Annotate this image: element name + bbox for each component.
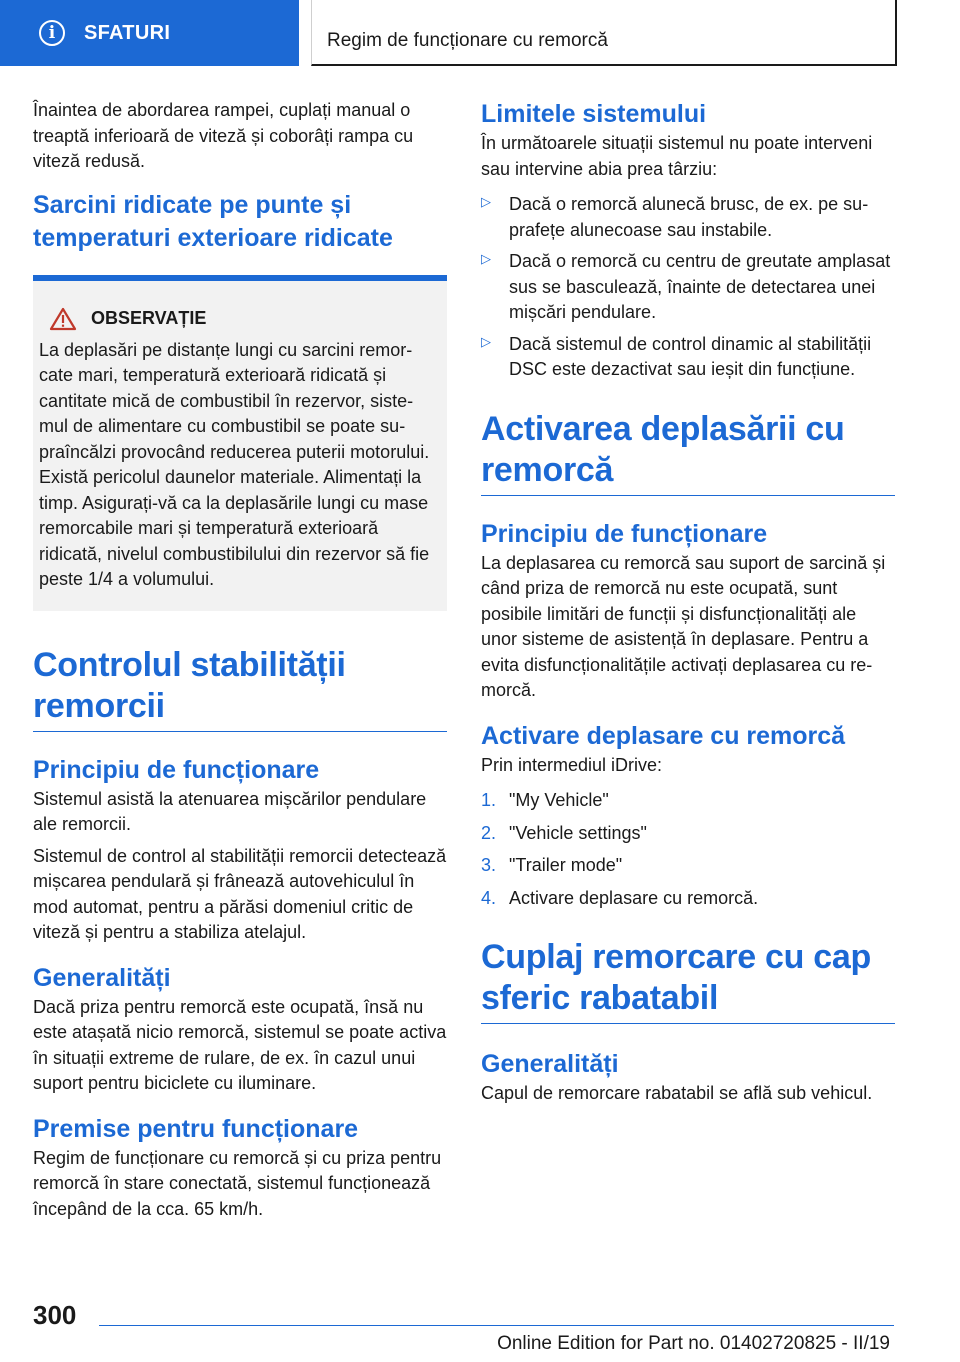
step-number: 2.	[481, 822, 497, 843]
bullet-text: Dacă o remorcă cu centru de greutate amplasat sus se basculează, înainte de detectarea unei mișcări pendulare.	[509, 251, 891, 322]
step-number: 1.	[481, 790, 497, 810]
paragraph-principiu-2: Sistemul de control al stabilității remorcii detectează mișcarea pendulară și frânează autovehiculul în mod automat, pentru a părăsi domeniul critic de viteză și pentru a stabiliza atelajul.	[33, 845, 447, 942]
list-item	[481, 249, 895, 326]
heading-control: Controlul stabilității remorcii	[33, 645, 346, 725]
list-item	[481, 192, 895, 243]
right-column	[481, 98, 895, 1113]
heading-generalitati-left: Generalități	[33, 963, 171, 992]
paragraph-premise: Regim de funcționare cu remorcă și cu priza pentru remorcă în stare conectată, sistemul funcționează începând de la cca. 65 km/h.	[33, 1147, 442, 1219]
step-number: 4.	[481, 887, 497, 908]
heading-cuplaj: Cuplaj remorcare cu cap sferic rabatabil	[481, 938, 871, 1017]
paragraph-principiu-right: La deplasarea cu remorcă sau suport de sarcină și când priza de remorcă nu este ocupată, sunt posibile limitări de funcții și disfuncționalități ale unor sisteme de asistență în deplasare. Pentru a evita disfuncționalitățile activați deplasarea cu remorcă.	[481, 552, 886, 700]
list-item	[481, 788, 895, 814]
header-section-label: SFATURI	[84, 21, 171, 44]
list-item	[481, 332, 895, 383]
footer-edition: Online Edition for Part no. 01402720825 - II/19	[497, 1333, 890, 1354]
bullet-marker-icon: ▷	[481, 194, 491, 209]
step-text: "Trailer mode"	[509, 855, 623, 875]
heading-activarea: Activarea deplasării cu remorcă	[481, 409, 845, 489]
step-text: "Vehicle settings"	[509, 822, 647, 843]
warning-header	[39, 307, 433, 331]
paragraph-principiu-1: Sistemul asistă la atenuarea mișcărilor pendulare ale remorcii.	[33, 788, 427, 834]
heading-control-wrap	[33, 645, 447, 732]
step-number: 3.	[481, 855, 497, 875]
heading-cuplaj-wrap	[481, 937, 895, 1024]
warning-title: OBSERVAȚIE	[91, 308, 207, 328]
step-text: Activare deplasare cu remorcă.	[509, 887, 759, 908]
bullet-text: Dacă o remorcă alunecă brusc, de ex. pe suprafețe alunecoase sau instabile.	[509, 194, 869, 240]
header-title: Regim de funcționare cu remorcă	[327, 30, 608, 51]
heading-activarea-wrap	[481, 409, 895, 496]
bullet-text: Dacă sistemul de control dinamic al stabilității DSC este dezactivat sau ieșit din funcțiune.	[509, 333, 872, 379]
paragraph-limite: În următoarele situații sistemul nu poate interveni sau intervine abia prea târziu:	[481, 133, 873, 179]
heading-sarcini: Sarcini ridicate pe punte și temperaturi exterioare ridicate	[33, 190, 393, 252]
warning-triangle-icon	[49, 307, 77, 331]
intro-paragraph: Înaintea de abordarea rampei, cuplați manual o treaptă inferioară de viteză și coborâți rampa cu viteză redusă.	[33, 100, 414, 171]
heading-principiu-right: Principiu de funcționare	[481, 519, 768, 548]
bullet-marker-icon: ▷	[481, 333, 491, 349]
paragraph-idrive: Prin intermediul iDrive:	[481, 754, 663, 775]
heading-generalitati-right: Generalități	[481, 1050, 619, 1078]
info-icon: i	[39, 20, 65, 46]
paragraph-generalitati: Dacă priza pentru remorcă este ocupată, însă nu este atașată nicio remorcă, sistemul se poate activa în situații extreme de rulare, de ex. în cazul unui suport pentru biciclete cu iluminare.	[33, 996, 447, 1093]
page-number: 300	[33, 1300, 77, 1330]
list-item	[481, 821, 895, 847]
heading-principiu-left: Principiu de funcționare	[33, 755, 320, 784]
footer-divider	[99, 1325, 894, 1326]
header-section-tab	[0, 0, 299, 66]
heading-premise: Premise pentru funcționare	[33, 1114, 359, 1143]
heading-limite: Limitele sistemului	[481, 100, 707, 128]
heading-activare: Activare deplasare cu remorcă	[481, 721, 846, 750]
warning-box	[33, 275, 447, 611]
header-title-box	[311, 0, 897, 66]
warning-text: La deplasări pe distanțe lungi cu sarcini remorcate mari, temperatură exterioară ridicată și cantitate mică de combustibil în rezervor, sistemul de alimentare cu combustibil se poate supraîncălzi provocând reducerea puterii motorului. Există pericolul daunelor materiale. Alimentați la timp. Asigurați-vă ca la deplasările lungi cu mase remorcabile mari și temperatură exterioară ridicată, nivelul combustibilului din rezervor să fie peste 1/4 a volumului.	[39, 339, 430, 589]
bullet-marker-icon: ▷	[481, 251, 491, 266]
step-text: "My Vehicle"	[509, 790, 609, 810]
paragraph-cuplaj: Capul de remorcare rabatabil se află sub vehicul.	[481, 1083, 873, 1103]
list-item	[481, 886, 895, 912]
left-column	[33, 98, 447, 1228]
list-item	[481, 853, 895, 879]
